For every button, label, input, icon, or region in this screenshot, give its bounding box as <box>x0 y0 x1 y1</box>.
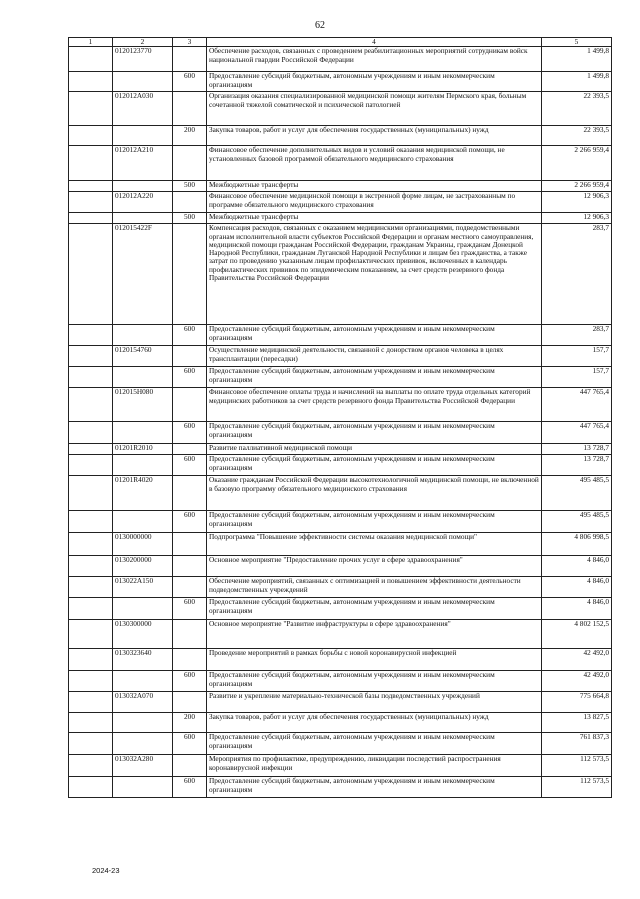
cell-target-code <box>113 455 173 476</box>
cell-target-code <box>113 126 173 146</box>
cell-amount: 283,7 <box>542 224 612 325</box>
table-row <box>69 444 612 455</box>
cell-description: Организация оказания специализированной медицинской помощи жителям Пермского края, больным сочетанной тяжелой соматической и психической патологией <box>207 92 542 126</box>
cell-blank <box>69 713 113 733</box>
cell-amount: 775 664,8 <box>542 692 612 713</box>
cell-amount: 447 765,4 <box>542 388 612 422</box>
cell-amount: 4 846,0 <box>542 598 612 620</box>
cell-expense-type <box>173 47 207 72</box>
cell-amount: 157,7 <box>542 367 612 388</box>
cell-expense-type <box>173 346 207 367</box>
cell-amount: 42 492,0 <box>542 649 612 671</box>
cell-target-code: 0130000000 <box>113 533 173 556</box>
cell-blank <box>69 476 113 511</box>
cell-blank <box>69 556 113 577</box>
cell-description: Предоставление субсидий бюджетным, автономным учреждениям и иным некоммерческим организациям <box>207 325 542 346</box>
cell-target-code <box>113 213 173 224</box>
cell-amount: 2 266 959,4 <box>542 146 612 181</box>
table-row <box>69 72 612 92</box>
cell-expense-type: 600 <box>173 455 207 476</box>
table-row <box>69 671 612 692</box>
table-row <box>69 47 612 72</box>
cell-blank <box>69 755 113 777</box>
header-col-2: 2 <box>113 38 173 47</box>
cell-blank <box>69 325 113 346</box>
cell-target-code <box>113 671 173 692</box>
table-row <box>69 620 612 649</box>
cell-expense-type: 600 <box>173 777 207 798</box>
cell-expense-type <box>173 755 207 777</box>
cell-expense-type <box>173 92 207 126</box>
table-row <box>69 92 612 126</box>
cell-amount: 447 765,4 <box>542 422 612 444</box>
cell-target-code: 013022А150 <box>113 577 173 598</box>
cell-description: Финансовое обеспечение оплаты труда и начислений на выплаты по оплате труда отдельных категорий медицинских работников за счет средств резервного фонда Правительства Российской Федерации <box>207 388 542 422</box>
cell-blank <box>69 346 113 367</box>
budget-table-body <box>69 47 612 798</box>
cell-description: Предоставление субсидий бюджетным, автономным учреждениям и иным некоммерческим организациям <box>207 367 542 388</box>
table-row <box>69 556 612 577</box>
cell-amount: 761 837,3 <box>542 733 612 755</box>
cell-target-code <box>113 325 173 346</box>
cell-description: Межбюджетные трансферты <box>207 213 542 224</box>
cell-amount: 4 846,0 <box>542 577 612 598</box>
header-col-1: 1 <box>69 38 113 47</box>
header-col-3: 3 <box>173 38 207 47</box>
cell-blank <box>69 181 113 192</box>
cell-amount: 495 485,5 <box>542 511 612 533</box>
cell-blank <box>69 733 113 755</box>
cell-blank <box>69 72 113 92</box>
cell-expense-type: 200 <box>173 713 207 733</box>
cell-amount: 157,7 <box>542 346 612 367</box>
cell-expense-type <box>173 444 207 455</box>
cell-expense-type: 600 <box>173 511 207 533</box>
cell-blank <box>69 444 113 455</box>
table-row <box>69 367 612 388</box>
cell-blank <box>69 511 113 533</box>
cell-description: Обеспечение мероприятий, связанных с оптимизацией и повышением эффективности деятельности подведомственных учреждений <box>207 577 542 598</box>
cell-expense-type <box>173 388 207 422</box>
table-row <box>69 192 612 213</box>
cell-target-code: 012012А030 <box>113 92 173 126</box>
cell-blank <box>69 692 113 713</box>
cell-expense-type: 600 <box>173 671 207 692</box>
cell-amount: 42 492,0 <box>542 671 612 692</box>
table-row <box>69 455 612 476</box>
cell-blank <box>69 388 113 422</box>
cell-blank <box>69 146 113 181</box>
table-row <box>69 476 612 511</box>
cell-amount: 13 827,5 <box>542 713 612 733</box>
cell-expense-type: 600 <box>173 422 207 444</box>
cell-expense-type <box>173 649 207 671</box>
cell-target-code: 0130300000 <box>113 620 173 649</box>
cell-description: Основное мероприятие "Предоставление прочих услуг в сфере здравоохранения" <box>207 556 542 577</box>
cell-amount: 112 573,5 <box>542 755 612 777</box>
cell-description: Предоставление субсидий бюджетным, автономным учреждениям и иным некоммерческим организациям <box>207 671 542 692</box>
cell-target-code <box>113 72 173 92</box>
cell-target-code: 0130200000 <box>113 556 173 577</box>
cell-expense-type: 500 <box>173 181 207 192</box>
cell-expense-type <box>173 224 207 325</box>
cell-blank <box>69 777 113 798</box>
cell-description: Финансовое обеспечение дополнительных видов и условий оказания медицинской помощи, не установленных базовой программой обязательного медицинского страхования <box>207 146 542 181</box>
cell-expense-type <box>173 556 207 577</box>
cell-blank <box>69 192 113 213</box>
cell-description: Предоставление субсидий бюджетным, автономным учреждениям и иным некоммерческим организациям <box>207 422 542 444</box>
table-row <box>69 346 612 367</box>
cell-target-code: 012012А210 <box>113 146 173 181</box>
cell-target-code <box>113 367 173 388</box>
cell-description: Оказание гражданам Российской Федерации высокотехнологичной медицинской помощи, не включенной в базовую программу обязательного медицинского страхования <box>207 476 542 511</box>
table-row <box>69 649 612 671</box>
cell-description: Основное мероприятие "Развитие инфраструктуры в сфере здравоохранения" <box>207 620 542 649</box>
cell-amount: 13 728,7 <box>542 455 612 476</box>
cell-expense-type <box>173 577 207 598</box>
cell-target-code: 01201R2010 <box>113 444 173 455</box>
table-row <box>69 388 612 422</box>
cell-target-code: 013032А070 <box>113 692 173 713</box>
table-row <box>69 713 612 733</box>
cell-description: Предоставление субсидий бюджетным, автономным учреждениям и иным некоммерческим организациям <box>207 598 542 620</box>
table-row <box>69 224 612 325</box>
table-row <box>69 692 612 713</box>
table-row <box>69 325 612 346</box>
cell-expense-type <box>173 620 207 649</box>
cell-amount: 1 499,8 <box>542 47 612 72</box>
cell-description: Предоставление субсидий бюджетным, автономным учреждениям и иным некоммерческим организациям <box>207 455 542 476</box>
cell-blank <box>69 649 113 671</box>
cell-blank <box>69 533 113 556</box>
cell-expense-type: 600 <box>173 325 207 346</box>
budget-table <box>68 37 612 798</box>
cell-target-code: 0120123770 <box>113 47 173 72</box>
cell-description: Проведение мероприятий в рамках борьбы с новой коронавирусной инфекцией <box>207 649 542 671</box>
cell-description: Компенсация расходов, связанных с оказанием медицинскими организациями, подведомственными органам исполнительной власти субъектов Российской Федерации и органам местного самоуправления, медицинской помощи гражданам Российской Федерации, гражданам Украины, гражданам Донецкой Народной Республики, гражданам Луганской Народной Республики и лицам без гражданства, а также затрат по проведению указанным лицам профилактических прививок, включенных в календарь профилактических прививок по эпидемическим показаниям, за счет средств резервного фонда Правительства Российской Федерации <box>207 224 542 325</box>
cell-target-code: 012012А220 <box>113 192 173 213</box>
cell-target-code <box>113 181 173 192</box>
cell-amount: 12 906,3 <box>542 213 612 224</box>
cell-amount: 22 393,5 <box>542 92 612 126</box>
cell-amount: 13 728,7 <box>542 444 612 455</box>
cell-blank <box>69 224 113 325</box>
cell-blank <box>69 92 113 126</box>
cell-target-code: 01201R4020 <box>113 476 173 511</box>
cell-description: Развитие паллиативной медицинской помощи <box>207 444 542 455</box>
cell-blank <box>69 455 113 476</box>
cell-target-code <box>113 733 173 755</box>
cell-amount: 4 846,0 <box>542 556 612 577</box>
cell-blank <box>69 671 113 692</box>
cell-expense-type: 600 <box>173 733 207 755</box>
cell-description: Подпрограмма "Повышение эффективности системы оказания медицинской помощи" <box>207 533 542 556</box>
cell-blank <box>69 367 113 388</box>
cell-expense-type: 200 <box>173 126 207 146</box>
page-number: 62 <box>315 20 325 31</box>
cell-target-code <box>113 422 173 444</box>
table-row <box>69 777 612 798</box>
table-row <box>69 146 612 181</box>
table-row <box>69 126 612 146</box>
table-row <box>69 213 612 224</box>
cell-target-code: 0130323640 <box>113 649 173 671</box>
cell-expense-type <box>173 192 207 213</box>
cell-expense-type: 600 <box>173 367 207 388</box>
cell-expense-type <box>173 533 207 556</box>
table-row <box>69 422 612 444</box>
table-row <box>69 511 612 533</box>
cell-blank <box>69 213 113 224</box>
table-row <box>69 733 612 755</box>
table-row <box>69 181 612 192</box>
cell-description: Предоставление субсидий бюджетным, автономным учреждениям и иным некоммерческим организациям <box>207 733 542 755</box>
cell-description: Закупка товаров, работ и услуг для обеспечения государственных (муниципальных) нужд <box>207 713 542 733</box>
cell-description: Закупка товаров, работ и услуг для обеспечения государственных (муниципальных) нужд <box>207 126 542 146</box>
cell-description: Обеспечение расходов, связанных с проведением реабилитационных мероприятий сотрудникам войск национальной гвардии Российской Федерации <box>207 47 542 72</box>
header-col-5: 5 <box>542 38 612 47</box>
cell-target-code <box>113 777 173 798</box>
cell-target-code <box>113 713 173 733</box>
cell-blank <box>69 577 113 598</box>
cell-expense-type: 500 <box>173 213 207 224</box>
cell-blank <box>69 620 113 649</box>
cell-expense-type: 600 <box>173 598 207 620</box>
table-row <box>69 533 612 556</box>
cell-amount: 4 802 152,5 <box>542 620 612 649</box>
cell-description: Развитие и укрепление материально-технической базы подведомственных учреждений <box>207 692 542 713</box>
cell-amount: 2 266 959,4 <box>542 181 612 192</box>
cell-amount: 283,7 <box>542 325 612 346</box>
cell-target-code: 012015422F <box>113 224 173 325</box>
footer-document-code: 2024-23 <box>92 866 120 875</box>
header-col-4: 4 <box>207 38 542 47</box>
cell-amount: 1 499,8 <box>542 72 612 92</box>
cell-blank <box>69 422 113 444</box>
table-row <box>69 598 612 620</box>
table-row <box>69 577 612 598</box>
cell-description: Предоставление субсидий бюджетным, автономным учреждениям и иным некоммерческим организациям <box>207 511 542 533</box>
cell-description: Предоставление субсидий бюджетным, автономным учреждениям и иным некоммерческим организациям <box>207 777 542 798</box>
table-row <box>69 755 612 777</box>
cell-blank <box>69 47 113 72</box>
cell-blank <box>69 126 113 146</box>
cell-description: Мероприятия по профилактике, предупреждению, ликвидации последствий распространения коронавирусной инфекции <box>207 755 542 777</box>
cell-expense-type <box>173 692 207 713</box>
cell-amount: 112 573,5 <box>542 777 612 798</box>
cell-blank <box>69 598 113 620</box>
cell-amount: 4 806 998,5 <box>542 533 612 556</box>
cell-expense-type <box>173 146 207 181</box>
cell-amount: 495 485,5 <box>542 476 612 511</box>
cell-description: Осуществление медицинской деятельности, связанной с донорством органов человека в целях трансплантации (пересадки) <box>207 346 542 367</box>
cell-description: Финансовое обеспечение медицинской помощи в экстренной форме лицам, не застрахованным по программе обязательного медицинского страхования <box>207 192 542 213</box>
cell-expense-type: 600 <box>173 72 207 92</box>
cell-amount: 12 906,3 <box>542 192 612 213</box>
cell-target-code: 012015Н080 <box>113 388 173 422</box>
cell-description: Предоставление субсидий бюджетным, автономным учреждениям и иным некоммерческим организациям <box>207 72 542 92</box>
cell-target-code <box>113 511 173 533</box>
cell-description: Межбюджетные трансферты <box>207 181 542 192</box>
cell-target-code: 0120154760 <box>113 346 173 367</box>
cell-amount: 22 393,5 <box>542 126 612 146</box>
cell-expense-type <box>173 476 207 511</box>
cell-target-code: 013032А280 <box>113 755 173 777</box>
cell-target-code <box>113 598 173 620</box>
